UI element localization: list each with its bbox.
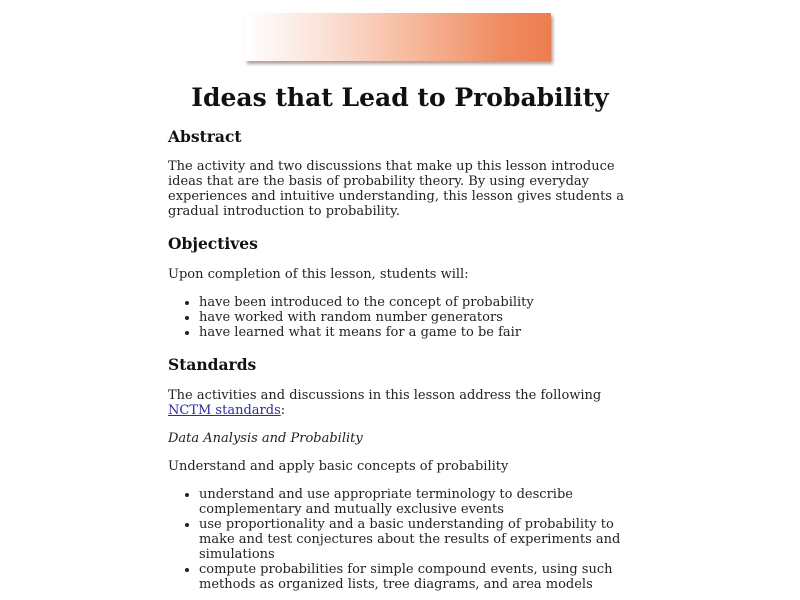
list-item: • understand and use appropriate terminology to describe complementary and mutually exclusive events xyxy=(199,487,638,517)
lesson-content xyxy=(168,126,638,592)
abstract-heading: Abstract xyxy=(168,127,242,146)
list-item: • have learned what it means for a game to be fair xyxy=(199,325,638,340)
objectives-list xyxy=(168,295,638,340)
standards-intro-colon: : xyxy=(280,403,286,418)
list-item: • use proportionality and a basic understanding of probability to make and test conjectures about the results of experiments and simulations xyxy=(199,517,638,562)
page-title: Ideas that Lead to Probability xyxy=(191,83,609,112)
list-item: • have worked with random number generators xyxy=(199,310,638,325)
standards-list xyxy=(168,487,638,592)
nctm-standards-link[interactable]: NCTM standards xyxy=(168,403,281,418)
objectives-heading: Objectives xyxy=(168,234,258,253)
objectives-intro: Upon completion of this lesson, students will: xyxy=(168,267,469,282)
standards-intro-text: The activities and discussions in this lesson address the following xyxy=(168,388,602,403)
standards-heading: Standards xyxy=(168,355,257,374)
standards-strand: Data Analysis and Probability xyxy=(168,431,363,446)
list-item: • have been introduced to the concept of probability xyxy=(199,295,638,310)
standards-goal: Understand and apply basic concepts of probability xyxy=(168,459,509,474)
list-item: • compute probabilities for simple compound events, using such methods as organized lists, tree diagrams, and area models xyxy=(199,562,638,592)
banner-image xyxy=(245,13,551,61)
standards-intro xyxy=(168,388,638,418)
abstract-text: The activity and two discussions that make up this lesson introduce ideas that are the basis of probability theory. By using everyday experiences and intuitive understanding, this lesson gives students a gradual introduction to probability. xyxy=(168,159,624,219)
